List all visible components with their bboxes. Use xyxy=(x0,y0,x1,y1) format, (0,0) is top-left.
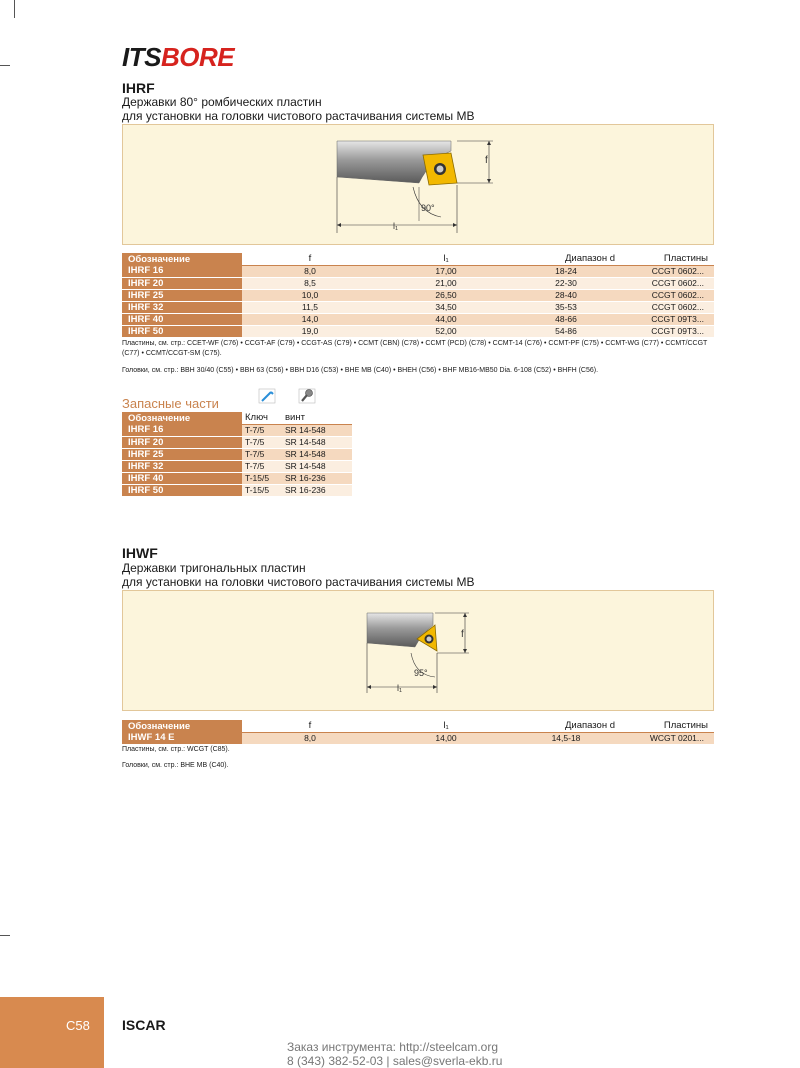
crop-mark xyxy=(14,0,15,18)
table-row xyxy=(122,732,714,744)
row-insert: CCGT 0602... xyxy=(618,277,714,289)
table-row xyxy=(122,460,352,472)
row-range: 22-30 xyxy=(514,277,618,289)
row-insert: CCGT 0602... xyxy=(618,265,714,277)
col-header-inserts: Пластины xyxy=(618,720,714,732)
table-row xyxy=(122,277,714,289)
col-header-inserts: Пластины xyxy=(618,253,714,265)
row-screw: SR 16-236 xyxy=(282,472,352,484)
table-row xyxy=(122,289,714,301)
row-range: 14,5-18 xyxy=(514,732,618,744)
row-key: T-15/5 xyxy=(242,484,282,496)
crop-mark xyxy=(0,935,10,936)
row-range: 35-53 xyxy=(514,301,618,313)
crop-mark xyxy=(0,65,10,66)
ihrf-dim-l1: l₁ xyxy=(393,221,399,231)
row-insert: CCGT 09T3... xyxy=(618,313,714,325)
row-f: 19,0 xyxy=(242,325,378,337)
row-key: T-7/5 xyxy=(242,448,282,460)
order-info-contacts: 8 (343) 382-52-03 | sales@sverla-ekb.ru xyxy=(287,1054,503,1068)
row-l1: 21,00 xyxy=(378,277,514,289)
row-code: IHRF 32 xyxy=(122,301,242,313)
ihwf-dim-l1: l₁ xyxy=(397,683,403,693)
table-row xyxy=(122,313,714,325)
ihwf-heads-note: Головки, см. стр.: BHE MB (C40). xyxy=(122,762,229,769)
row-code: IHRF 25 xyxy=(122,289,242,301)
section-desc-ihwf-1: Державки тригональных пластин xyxy=(122,561,306,575)
ihrf-heads-note: Головки, см. стр.: BBH 30/40 (C55) • BBH 63 (C56) • BBH D16 (C53) • BHE MB (C40) • BHEH (C56) • BHF MB16-MB50 Dia. 6-108 (C52) • BHFH (C56). xyxy=(122,367,599,374)
ihwf-spec-table xyxy=(122,720,714,745)
ihrf-spec-table xyxy=(122,253,714,338)
row-code: IHRF 40 xyxy=(122,313,242,325)
table-row xyxy=(122,301,714,313)
table-row xyxy=(122,325,714,337)
col-header-l1: l₁ xyxy=(378,253,514,265)
col-header-key: Ключ xyxy=(242,412,282,424)
row-key: T-15/5 xyxy=(242,472,282,484)
order-info-url: Заказ инструмента: http://steelcam.org xyxy=(287,1040,499,1054)
section-desc-ihrf-1: Державки 80° ромбических пластин xyxy=(122,95,322,109)
col-header-designation: Обозначение xyxy=(122,253,242,265)
row-l1: 52,00 xyxy=(378,325,514,337)
row-code: IHRF 16 xyxy=(122,265,242,277)
col-header-range: Диапазон d xyxy=(514,720,618,732)
row-code: IHRF 50 xyxy=(122,325,242,337)
row-code: IHRF 50 xyxy=(122,484,242,496)
row-key: T-7/5 xyxy=(242,436,282,448)
logo-text-bore: BORE xyxy=(160,42,235,72)
screw-icon xyxy=(298,388,318,404)
row-code: IHRF 20 xyxy=(122,436,242,448)
row-screw: SR 16-236 xyxy=(282,484,352,496)
row-code: IHRF 32 xyxy=(122,460,242,472)
row-f: 11,5 xyxy=(242,301,378,313)
row-key: T-7/5 xyxy=(242,460,282,472)
row-f: 8,5 xyxy=(242,277,378,289)
spare-parts-title: Запасные части xyxy=(122,396,219,411)
table-row xyxy=(122,472,352,484)
col-header-l1: l₁ xyxy=(378,720,514,732)
ihwf-inserts-note: Пластины, см. стр.: WCGT (C85). xyxy=(122,746,230,753)
row-range: 48-66 xyxy=(514,313,618,325)
col-header-screw: винт xyxy=(282,412,352,424)
table-row xyxy=(122,424,352,436)
spare-parts-table xyxy=(122,412,352,497)
col-header-f: f xyxy=(242,253,378,265)
table-row xyxy=(122,265,714,277)
row-code: IHRF 40 xyxy=(122,472,242,484)
section-desc-ihrf-2: для установки на головки чистового растачивания системы MB xyxy=(122,109,475,123)
row-l1: 17,00 xyxy=(378,265,514,277)
section-code-ihrf: IHRF xyxy=(122,80,155,96)
ihwf-angle-label: 95° xyxy=(414,668,428,678)
row-l1: 26,50 xyxy=(378,289,514,301)
row-insert: CCGT 09T3... xyxy=(618,325,714,337)
page-number: C58 xyxy=(66,1018,90,1033)
row-insert: CCGT 0602... xyxy=(618,301,714,313)
row-l1: 34,50 xyxy=(378,301,514,313)
ihwf-tool-drawing xyxy=(123,591,715,712)
row-insert: CCGT 0602... xyxy=(618,289,714,301)
ihrf-angle-label: 90° xyxy=(421,203,435,213)
ihwf-drawing-panel xyxy=(122,590,714,711)
row-f: 8,0 xyxy=(242,265,378,277)
table-row xyxy=(122,484,352,496)
key-icon xyxy=(258,388,278,404)
ihrf-dim-f: f xyxy=(485,155,488,166)
row-code: IHRF 16 xyxy=(122,424,242,436)
table-row xyxy=(122,436,352,448)
brand-name: ISCAR xyxy=(122,1017,166,1033)
section-desc-ihwf-2: для установки на головки чистового растачивания системы MB xyxy=(122,575,475,589)
row-code: IHWF 14 E xyxy=(122,732,242,744)
col-header-f: f xyxy=(242,720,378,732)
row-range: 28-40 xyxy=(514,289,618,301)
row-f: 14,0 xyxy=(242,313,378,325)
ihwf-dim-f: f xyxy=(461,629,464,640)
row-insert: WCGT 0201... xyxy=(618,732,714,744)
row-f: 10,0 xyxy=(242,289,378,301)
col-header-designation: Обозначение xyxy=(122,720,242,732)
row-f: 8,0 xyxy=(242,732,378,744)
row-code: IHRF 20 xyxy=(122,277,242,289)
row-range: 18-24 xyxy=(514,265,618,277)
section-code-ihwf: IHWF xyxy=(122,545,158,561)
row-screw: SR 14-548 xyxy=(282,436,352,448)
itsbore-logo xyxy=(122,42,234,73)
ihrf-drawing-panel xyxy=(122,124,714,245)
logo-text-its: ITS xyxy=(122,42,161,72)
row-range: 54-86 xyxy=(514,325,618,337)
col-header-range: Диапазон d xyxy=(514,253,618,265)
row-l1: 14,00 xyxy=(378,732,514,744)
ihrf-inserts-note: Пластины, см. стр.: CCET-WF (C76) • CCGT-AF (C79) • CCGT-AS (C79) • CCMT (CBN) (C78) • CCMT (PCD) (C78) • CCMT-14 (C76) • CCMT-PF (C75) • CCMT-WG (C77) • CCMT/CCGT (C77) • CCMT/CCGT-SM (C75). xyxy=(122,340,708,357)
row-code: IHRF 25 xyxy=(122,448,242,460)
row-screw: SR 14-548 xyxy=(282,460,352,472)
ihrf-tool-drawing xyxy=(123,125,715,246)
table-row xyxy=(122,448,352,460)
row-screw: SR 14-548 xyxy=(282,448,352,460)
row-l1: 44,00 xyxy=(378,313,514,325)
row-key: T-7/5 xyxy=(242,424,282,436)
col-header-designation: Обозначение xyxy=(122,412,242,424)
row-screw: SR 14-548 xyxy=(282,424,352,436)
